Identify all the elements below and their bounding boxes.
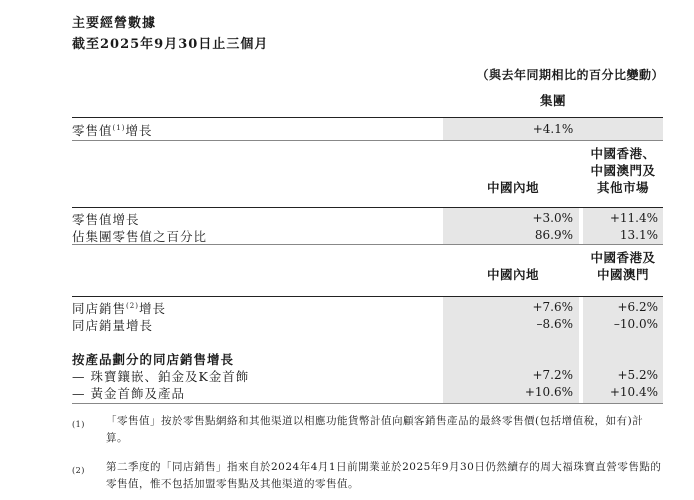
s2-col-other-3: 其他市場 [596,180,649,195]
s3-product-label: — 珠寶鑲嵌、鉑金及K金首飾 [72,369,250,384]
rule-s3-bottom [72,403,663,404]
s2-row-other: 13.1% [619,228,658,242]
s3-product-mainland: +10.6% [524,385,573,399]
group-header: 集團 [539,93,566,108]
s2-row-mainland: +3.0% [532,211,573,225]
s2-row-other: +11.4% [609,211,658,225]
s3-row-other: +6.2% [617,300,658,314]
s3-row-other: –10.0% [613,317,658,331]
page-subtitle: 截至2025年9月30日止三個月 [72,37,269,52]
rule-s3-top [72,296,663,297]
row-group-retail-value: +4.1% [532,122,574,136]
note-marker: (2) [72,466,85,475]
rule-top [72,117,663,118]
s2-row-mainland: 86.9% [534,228,573,242]
s3-row-mainland: –8.6% [536,317,573,331]
s3-row-mainland: +7.6% [532,300,573,314]
s2-col-mainland: 中國內地 [486,180,539,195]
s3-col-other-1: 中國香港及 [590,250,656,265]
s3-product-mainland: +7.2% [532,368,573,382]
s2-col-other-1: 中國香港、 [590,146,656,161]
page-title: 主要經營數據 [72,16,157,31]
s3-product-other: +10.4% [609,385,658,399]
s3-product-other: +5.2% [617,368,658,382]
s2-row-label: 零售值增長 [72,212,140,227]
s3-subheading: 按產品劃分的同店銷售增長 [72,352,235,367]
comparison-note: （與去年同期相比的百分比變動） [476,68,664,82]
s3-row-label: 同店銷量增長 [72,318,154,333]
row-group-retail-label: 零售值$^{(1)}$增長 [72,123,153,138]
rule-s2-top [72,207,663,208]
note-marker: (1) [72,420,85,429]
rule-1 [72,140,663,141]
s3-product-label: — 黃金首飾及產品 [72,386,185,401]
s3-row-label: 同店銷售$^{(2)}$增長 [72,301,166,316]
note-text: 第二季度的「同店銷售」指來自於2024年4月1日前開業並於2025年9月30日仍然續存的周大福珠寶直營零售點的零售值，惟不包括加盟零售點及其他渠道的零售值。 [106,461,662,490]
s3-col-other-2: 中國澳門 [596,267,649,282]
s2-col-other-2: 中國澳門及 [590,163,656,178]
s3-col-mainland: 中國內地 [486,267,539,282]
rule-s2-bottom [72,244,663,245]
s2-row-label: 佔集團零售值之百分比 [72,229,208,244]
note-text: 「零售值」按於零售點網絡和其他渠道以相應功能貨幣計值向顧客銷售產品的最終零售價(包括增值稅，如有)計算。 [106,415,644,444]
